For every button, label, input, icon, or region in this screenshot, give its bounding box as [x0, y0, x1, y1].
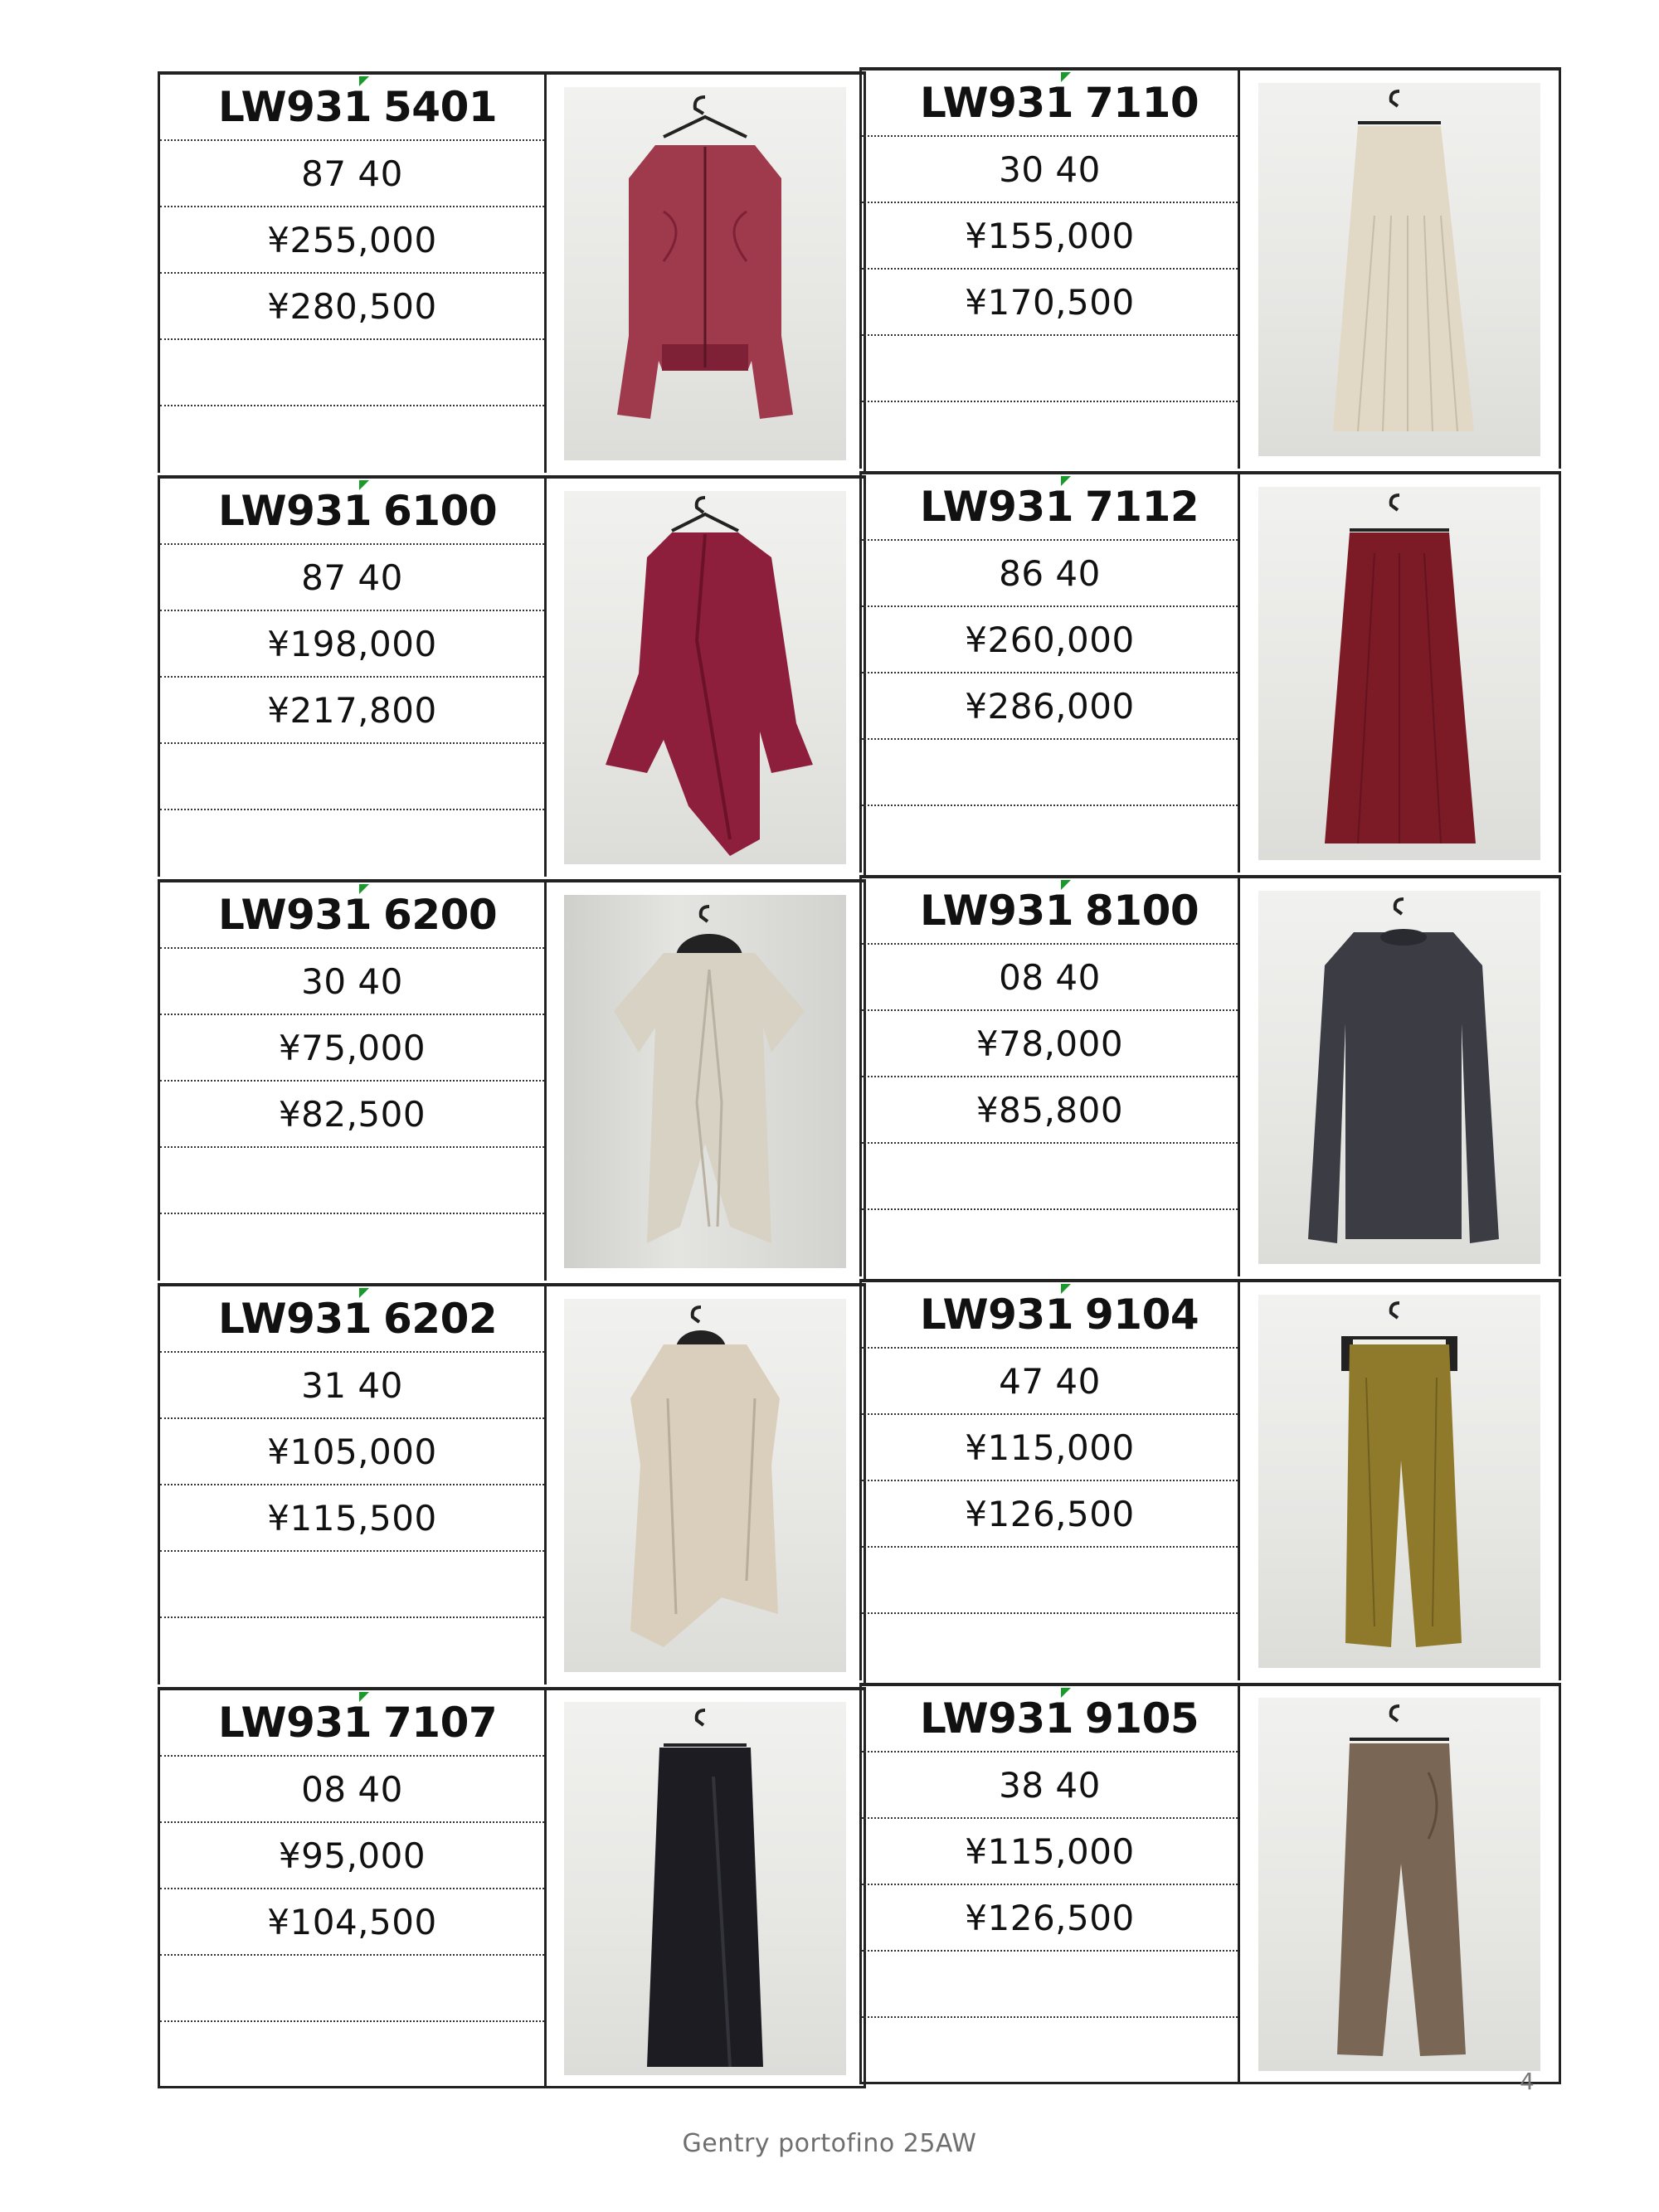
trousers-garment-icon — [1258, 1295, 1540, 1668]
price: ¥75,000 — [160, 1015, 544, 1082]
product-info — [862, 474, 1240, 873]
product-code: LW931 6202 — [160, 1286, 544, 1353]
comment-marker-icon — [359, 480, 369, 490]
color-size: 87 40 — [160, 141, 544, 207]
empty-row — [160, 406, 544, 473]
price-with-tax: ¥280,500 — [160, 274, 544, 340]
product-info — [862, 70, 1240, 469]
product-info — [862, 1282, 1240, 1680]
product-photo-cell — [547, 75, 864, 473]
price-with-tax: ¥286,000 — [862, 673, 1238, 740]
product-info — [160, 882, 547, 1281]
price-with-tax: ¥170,500 — [862, 270, 1238, 336]
product-card — [859, 67, 1561, 469]
empty-row — [160, 1214, 544, 1281]
price-with-tax: ¥104,500 — [160, 1889, 544, 1956]
product-card — [859, 1683, 1561, 2084]
product-photo — [1258, 891, 1540, 1264]
empty-row — [862, 336, 1238, 402]
product-info — [160, 75, 547, 473]
color-size: 30 40 — [160, 949, 544, 1015]
comment-marker-icon — [359, 884, 369, 894]
product-card — [158, 475, 866, 877]
product-code: LW931 6200 — [160, 882, 544, 949]
empty-row — [160, 2022, 544, 2088]
price-with-tax: ¥217,800 — [160, 678, 544, 744]
product-info — [160, 1690, 547, 2086]
product-code: LW931 8100 — [862, 878, 1238, 945]
price: ¥155,000 — [862, 203, 1238, 270]
product-code: LW931 9105 — [862, 1686, 1238, 1753]
price: ¥115,000 — [862, 1819, 1238, 1885]
color-size: 38 40 — [862, 1753, 1238, 1819]
product-photo — [564, 1702, 846, 2075]
empty-row — [160, 810, 544, 877]
product-photo-cell — [1240, 878, 1559, 1276]
empty-row — [160, 340, 544, 406]
product-photo-cell — [547, 882, 864, 1281]
empty-row — [160, 1148, 544, 1214]
long-sleeve-top-icon — [1258, 891, 1540, 1264]
empty-row — [160, 1618, 544, 1685]
color-size: 30 40 — [862, 137, 1238, 203]
product-info — [160, 479, 547, 877]
price: ¥255,000 — [160, 207, 544, 274]
product-card — [158, 879, 866, 1281]
empty-row — [160, 744, 544, 810]
top-garment-icon — [564, 895, 846, 1268]
right-product-column — [859, 67, 1561, 2084]
empty-row — [862, 740, 1238, 806]
pleated-skirt-icon — [1258, 83, 1540, 456]
page-footer: Gentry portofino 25AW — [682, 2129, 977, 2158]
empty-row — [862, 1210, 1238, 1276]
empty-row — [160, 1956, 544, 2022]
product-code: LW931 5401 — [160, 75, 544, 141]
color-size: 47 40 — [862, 1349, 1238, 1415]
long-skirt-icon — [1258, 487, 1540, 860]
product-photo — [1258, 1698, 1540, 2071]
product-card — [859, 1279, 1561, 1680]
product-card — [859, 875, 1561, 1276]
product-photo-cell — [1240, 70, 1559, 469]
product-code: LW931 6100 — [160, 479, 544, 545]
jacket-garment-icon — [564, 87, 846, 460]
product-card — [158, 71, 866, 473]
product-photo-cell — [1240, 1686, 1559, 2082]
product-card — [859, 471, 1561, 873]
empty-row — [862, 402, 1238, 469]
product-code: LW931 7110 — [862, 70, 1238, 137]
price-with-tax: ¥115,500 — [160, 1485, 544, 1552]
color-size: 86 40 — [862, 541, 1238, 607]
product-photo — [564, 895, 846, 1268]
product-photo — [564, 491, 846, 864]
price-with-tax: ¥126,500 — [862, 1885, 1238, 1952]
sleeveless-top-icon — [564, 1299, 846, 1672]
price-with-tax: ¥126,500 — [862, 1481, 1238, 1548]
product-code: LW931 7107 — [160, 1690, 544, 1757]
product-photo-cell — [547, 1690, 864, 2086]
trousers-garment-icon — [1258, 1698, 1540, 2071]
empty-row — [862, 1614, 1238, 1680]
product-info — [160, 1286, 547, 1685]
comment-marker-icon — [359, 1692, 369, 1702]
product-photo — [1258, 83, 1540, 456]
comment-marker-icon — [1061, 880, 1071, 890]
page-number: 4 — [1520, 2068, 1535, 2095]
product-photo — [1258, 487, 1540, 860]
skirt-garment-icon — [564, 1702, 846, 2075]
color-size: 08 40 — [862, 945, 1238, 1011]
product-code: LW931 9104 — [862, 1282, 1238, 1349]
product-card — [158, 1687, 866, 2088]
product-code: LW931 7112 — [862, 474, 1238, 541]
price: ¥115,000 — [862, 1415, 1238, 1481]
empty-row — [862, 1952, 1238, 2018]
comment-marker-icon — [359, 76, 369, 86]
price: ¥95,000 — [160, 1823, 544, 1889]
comment-marker-icon — [1061, 72, 1071, 82]
comment-marker-icon — [1061, 476, 1071, 486]
color-size: 31 40 — [160, 1353, 544, 1419]
empty-row — [862, 806, 1238, 873]
product-photo-cell — [1240, 474, 1559, 873]
price: ¥198,000 — [160, 611, 544, 678]
product-photo — [1258, 1295, 1540, 1668]
empty-row — [862, 2018, 1238, 2084]
empty-row — [862, 1144, 1238, 1210]
blouse-garment-icon — [564, 491, 846, 864]
color-size: 08 40 — [160, 1757, 544, 1823]
comment-marker-icon — [359, 1288, 369, 1298]
product-photo — [564, 1299, 846, 1672]
price-with-tax: ¥82,500 — [160, 1082, 544, 1148]
price: ¥78,000 — [862, 1011, 1238, 1077]
product-photo — [564, 87, 846, 460]
price-with-tax: ¥85,800 — [862, 1077, 1238, 1144]
price: ¥105,000 — [160, 1419, 544, 1485]
product-info — [862, 878, 1240, 1276]
product-card — [158, 1283, 866, 1685]
product-info — [862, 1686, 1240, 2082]
comment-marker-icon — [1061, 1284, 1071, 1294]
price: ¥260,000 — [862, 607, 1238, 673]
comment-marker-icon — [1061, 1688, 1071, 1698]
left-product-column — [158, 71, 866, 2088]
color-size: 87 40 — [160, 545, 544, 611]
product-photo-cell — [547, 1286, 864, 1685]
product-photo-cell — [547, 479, 864, 877]
empty-row — [160, 1552, 544, 1618]
product-photo-cell — [1240, 1282, 1559, 1680]
empty-row — [862, 1548, 1238, 1614]
